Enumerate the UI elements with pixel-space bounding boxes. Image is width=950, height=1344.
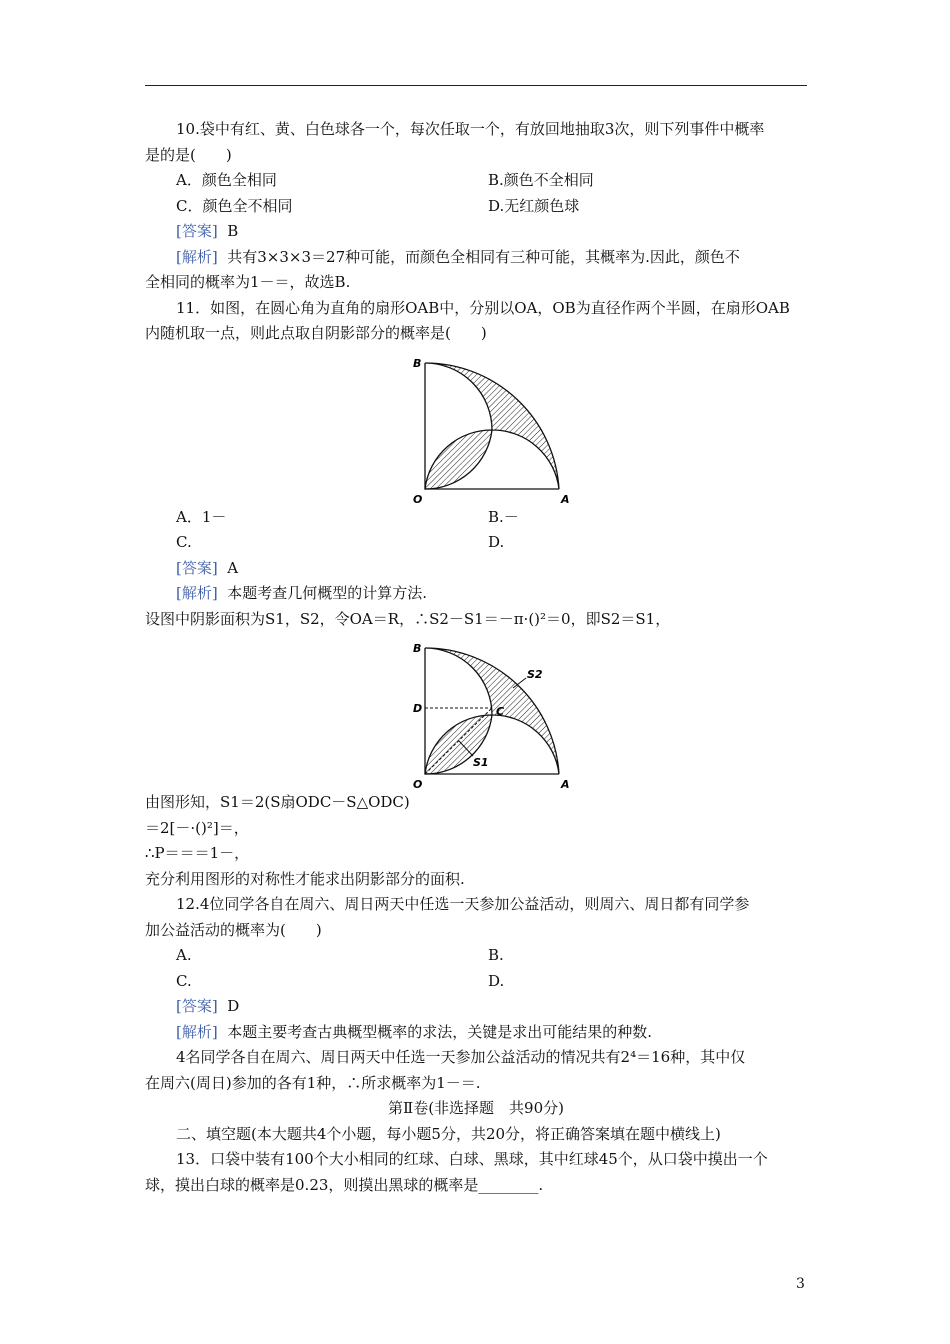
q12-answer — [145, 994, 807, 1020]
q10-stem-line1: 10.袋中有红、黄、白色球各一个，每次任取一个，有放回地抽取3次，则下列事件中概率 — [176, 120, 765, 138]
q12-stem-line2: 加公益活动的概率为( ) — [145, 920, 322, 939]
label-s2: S2 — [527, 668, 543, 681]
section-title: 第Ⅱ卷(非选择题 共90分) — [388, 1099, 564, 1117]
sector-figure — [413, 353, 807, 505]
document-body — [145, 117, 807, 1198]
q11-analysis-line6: 充分利用图形的对称性才能求出阴影部分的面积. — [145, 869, 465, 888]
q11-option-c: C. — [176, 533, 192, 551]
answer-tag: [答案] — [176, 558, 218, 577]
label-a: A — [561, 778, 570, 790]
label-s1: S1 — [473, 756, 489, 769]
q11-analysis-line5: ∴P＝＝＝1－， — [145, 844, 250, 862]
section-heading: 二、填空题(本大题共4个小题，每小题5分，共20分，将正确答案填在题中横线上) — [176, 1124, 721, 1143]
q11-analysis-line1 — [145, 581, 807, 607]
label-b: B — [413, 356, 422, 370]
q11-analysis-line2: 设图中阴影面积为S1，S2，令OA＝R，∴S2－S1＝－π·()²＝0，即S2＝S1， — [145, 609, 671, 628]
q12-option-a: A. — [176, 946, 192, 964]
answer-value: D — [227, 997, 240, 1015]
q12-analysis-line3: 在周六(周日)参加的各有1种，∴所求概率为1－＝. — [145, 1073, 481, 1092]
analysis-text: 共有3×3×3＝27种可能，而颜色全相同有三种可能，其概率为.因此，颜色不 — [227, 247, 740, 266]
q12-option-c: C. — [176, 971, 192, 990]
q10-option-c: C．颜色全不相同 — [176, 196, 293, 215]
analysis-tag: [解析] — [176, 1022, 218, 1041]
q12-option-d: D. — [488, 971, 505, 990]
q11-options-row2 — [145, 530, 807, 556]
q10-option-b: B.颜色不全相同 — [488, 171, 594, 189]
q12-options-row2 — [145, 969, 807, 995]
sector-diagram — [413, 353, 573, 505]
q13-stem-line2: 球，摸出白球的概率是0.23，则摸出黑球的概率是________. — [145, 1175, 544, 1194]
q11-answer — [145, 556, 807, 582]
q10-option-a: A．颜色全相同 — [176, 171, 277, 189]
answer-value: B — [227, 222, 239, 240]
q12-analysis-line1 — [145, 1020, 807, 1046]
q11-stem-line1: 11．如图，在圆心角为直角的扇形OAB中，分别以OA，OB为直径作两个半圆，在扇形OAB — [176, 298, 790, 317]
q10-stem-line2: 是的是( ) — [145, 145, 232, 164]
q11-option-d: D. — [488, 533, 505, 551]
q11-options-row1 — [145, 505, 807, 531]
label-d: D — [413, 702, 423, 715]
q10-options-row1 — [145, 168, 807, 194]
sector-figure-annotated — [413, 638, 807, 790]
q11-analysis-line3: 由图形知，S1＝2(S扇ODC－S△ODC) — [145, 793, 410, 811]
analysis-text: 本题主要考查古典概型概率的求法，关键是求出可能结果的种数. — [227, 1022, 653, 1041]
q13-stem-line1: 13．口袋中装有100个大小相同的红球、白球、黑球，其中红球45个，从口袋中摸出一个 — [176, 1150, 768, 1168]
q11-stem-line2: 内随机取一点，则此点取自阴影部分的概率是( ) — [145, 324, 487, 342]
label-b: B — [413, 642, 422, 655]
shaded-region-s1 — [425, 429, 492, 488]
label-o: O — [413, 778, 423, 790]
analysis-tag: [解析] — [176, 247, 218, 266]
analysis-text: 本题考查几何概型的计算方法. — [227, 584, 428, 602]
q12-option-b: B. — [488, 946, 504, 964]
analysis-tag: [解析] — [176, 584, 218, 602]
q11-option-b: B.－ — [488, 507, 519, 526]
answer-tag: [答案] — [176, 222, 218, 240]
q12-options-row1 — [145, 943, 807, 969]
answer-value: A — [227, 558, 239, 577]
label-o: O — [413, 492, 423, 505]
q11-option-a: A．1－ — [176, 507, 227, 526]
label-a: A — [561, 492, 570, 505]
page-number: 3 — [796, 1276, 805, 1292]
q10-options-row2 — [145, 194, 807, 220]
q11-analysis-line4: ＝2[－·()²]＝， — [145, 818, 249, 837]
q10-analysis-line2: 全相同的概率为1－＝，故选B. — [145, 273, 351, 291]
q10-analysis-line1 — [145, 245, 807, 271]
q12-stem-line1: 12.4位同学各自在周六、周日两天中任选一天参加公益活动，则周六、周日都有同学参 — [176, 895, 750, 913]
q12-analysis-line2: 4名同学各自在周六、周日两天中任选一天参加公益活动的情况共有2⁴＝16种，其中仅 — [176, 1048, 746, 1066]
header-rule — [145, 85, 807, 86]
q10-option-d: D.无红颜色球 — [488, 196, 580, 215]
sector-diagram-annotated — [413, 638, 573, 790]
label-c: C — [496, 705, 505, 718]
q10-answer — [145, 219, 807, 245]
answer-tag: [答案] — [176, 997, 218, 1015]
